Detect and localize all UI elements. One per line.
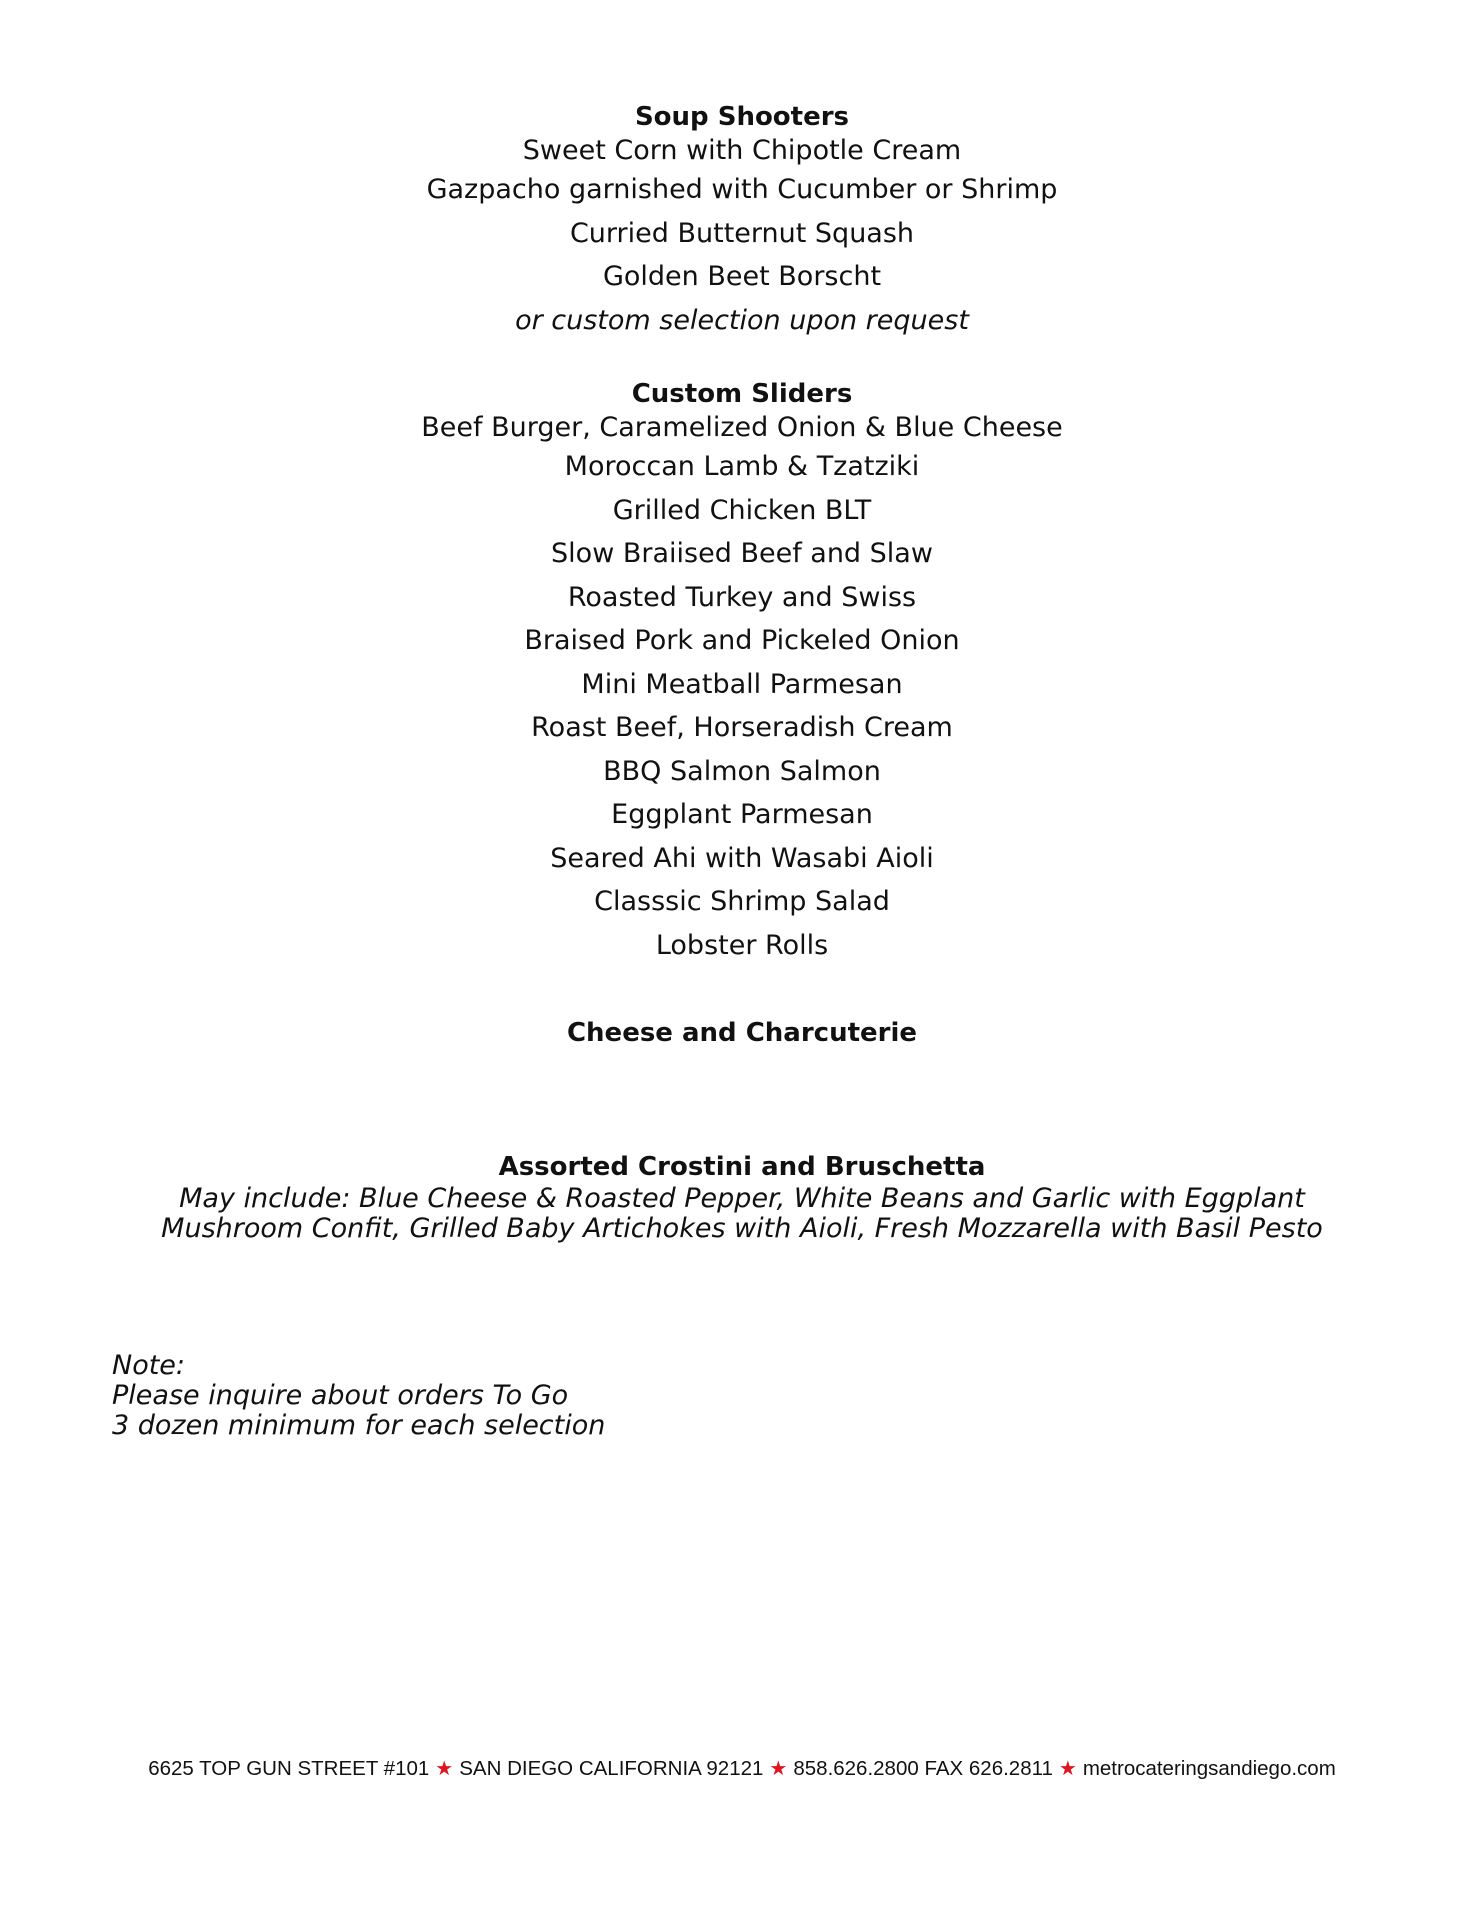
- cheese-title: Cheese and Charcuterie: [566, 1018, 918, 1048]
- slider-item: Roast Beef, Horseradish Cream: [531, 712, 953, 743]
- star-icon: ★: [1058, 1758, 1077, 1780]
- footer-address: 6625 TOP GUN STREET #101: [148, 1757, 430, 1780]
- soup-item: Golden Beet Borscht: [602, 261, 882, 292]
- note-line: Please inquire about orders To Go: [112, 1380, 569, 1411]
- footer-contact: [0, 1756, 1484, 1782]
- slider-item: Slow Braiised Beef and Slaw: [551, 538, 933, 569]
- soup-shooters-section: [0, 100, 1484, 342]
- slider-item: Braised Pork and Pickeled Onion: [524, 625, 960, 656]
- slider-item: Lobster Rolls: [655, 929, 829, 961]
- crostini-description-line: Mushroom Confit, Grilled Baby Artichokes with Aioli, Fresh Mozzarella with Basil Pesto: [161, 1213, 1323, 1244]
- custom-sliders-section: [0, 377, 1484, 967]
- slider-item: Seared Ahi with Wasabi Aioli: [550, 842, 934, 874]
- slider-item: Classsic Shrimp Salad: [594, 886, 890, 917]
- footer-phone: 858.626.2800 FAX 626.2811: [793, 1757, 1053, 1780]
- slider-item: Mini Meatball Parmesan: [581, 668, 903, 700]
- soup-custom-note: or custom selection upon request: [515, 304, 969, 336]
- soup-item: Curried Butternut Squash: [569, 217, 915, 249]
- custom-sliders-title: Custom Sliders: [631, 379, 853, 409]
- footer-website: metrocateringsandiego.com: [1082, 1757, 1336, 1780]
- cheese-section: [0, 1016, 1484, 1050]
- star-icon: ★: [769, 1758, 788, 1780]
- slider-item: Eggplant Parmesan: [611, 799, 873, 830]
- crostini-title: Assorted Crostini and Bruschetta: [498, 1152, 986, 1182]
- footer-city: SAN DIEGO CALIFORNIA 92121: [459, 1757, 764, 1780]
- soup-shooters-title: Soup Shooters: [634, 102, 850, 132]
- slider-item: Roasted Turkey and Swiss: [567, 581, 917, 613]
- note-block: [112, 1351, 605, 1441]
- soup-item: Gazpacho garnished with Cucumber or Shrimp: [426, 174, 1058, 205]
- note-line: 3 dozen minimum for each selection: [112, 1410, 606, 1441]
- note-label: Note:: [112, 1350, 186, 1381]
- soup-item: Sweet Corn with Chipotle Cream: [522, 135, 962, 166]
- slider-item: Beef Burger, Caramelized Onion & Blue Cheese: [421, 412, 1063, 443]
- slider-item: BBQ Salmon Salmon: [603, 755, 881, 787]
- crostini-section: [0, 1150, 1484, 1244]
- slider-item: Moroccan Lamb & Tzatziki: [564, 451, 920, 482]
- star-icon: ★: [435, 1758, 454, 1780]
- slider-item: Grilled Chicken BLT: [612, 494, 872, 526]
- crostini-description-line: May include: Blue Cheese & Roasted Pepper, White Beans and Garlic with Eggplant: [179, 1183, 1305, 1214]
